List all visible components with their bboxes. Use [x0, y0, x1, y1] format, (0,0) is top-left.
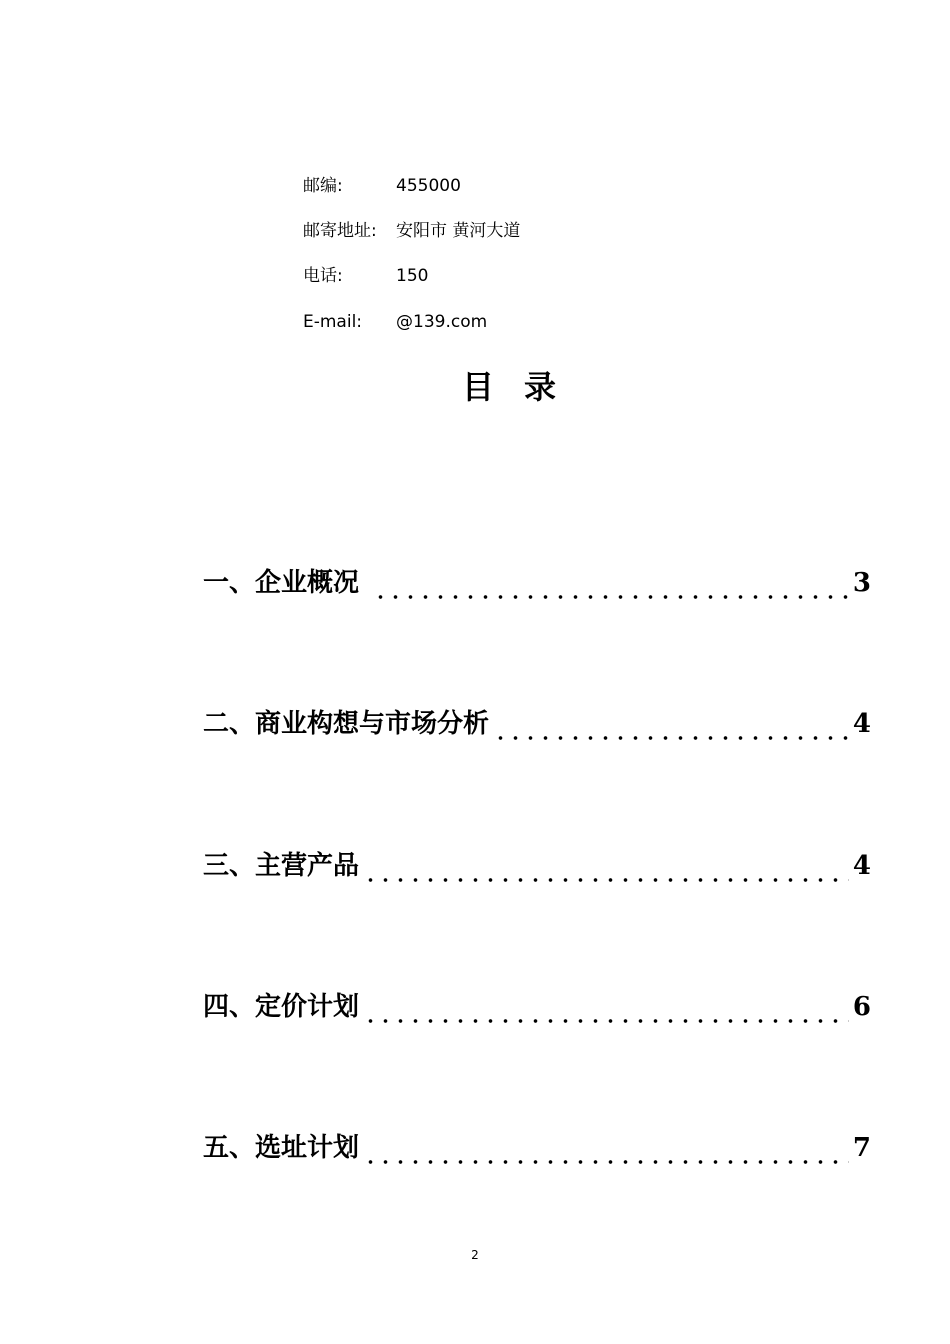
dot-leader [363, 997, 849, 1023]
contact-label: 电话: [303, 266, 343, 286]
dot-leader [363, 856, 849, 882]
toc-entry-title: 五、选址计划 [203, 1133, 360, 1163]
dot-leader [373, 573, 849, 599]
toc-entry-title: 三、主营产品 [203, 851, 360, 881]
toc-entry[interactable] [203, 1127, 871, 1164]
contact-address [303, 221, 520, 241]
contact-label: 邮编: [303, 176, 343, 196]
toc-entry-title: 四、定价计划 [203, 992, 360, 1022]
contact-value: 455000 [396, 176, 461, 196]
contact-email [303, 312, 487, 332]
toc-entry-page: 4 [852, 709, 871, 739]
contact-value: 150 [396, 266, 429, 286]
toc-entry-page: 3 [852, 568, 871, 598]
toc-title: 目录 [461, 368, 586, 406]
toc-entry-page: 7 [852, 1133, 871, 1163]
page-number: 2 [471, 1248, 479, 1262]
contact-label: E-mail: [303, 312, 363, 332]
contact-label: 邮寄地址: [303, 221, 377, 241]
toc-entry-page: 6 [852, 992, 871, 1022]
toc-entry[interactable] [203, 845, 871, 882]
dot-leader [493, 714, 849, 740]
dot-leader [363, 1138, 849, 1164]
toc-entry[interactable] [203, 986, 871, 1023]
toc-entry[interactable] [203, 562, 871, 599]
toc-entry-title: 一、企业概况 [203, 568, 360, 598]
contact-postcode [303, 176, 461, 196]
toc-entry-page: 4 [852, 851, 871, 881]
contact-value: 安阳市 黄河大道 [396, 221, 521, 241]
toc-entry[interactable] [203, 703, 871, 740]
toc-entry-title: 二、商业构想与市场分析 [203, 709, 490, 739]
contact-phone [303, 266, 428, 286]
contact-value: @139.com [396, 312, 488, 332]
